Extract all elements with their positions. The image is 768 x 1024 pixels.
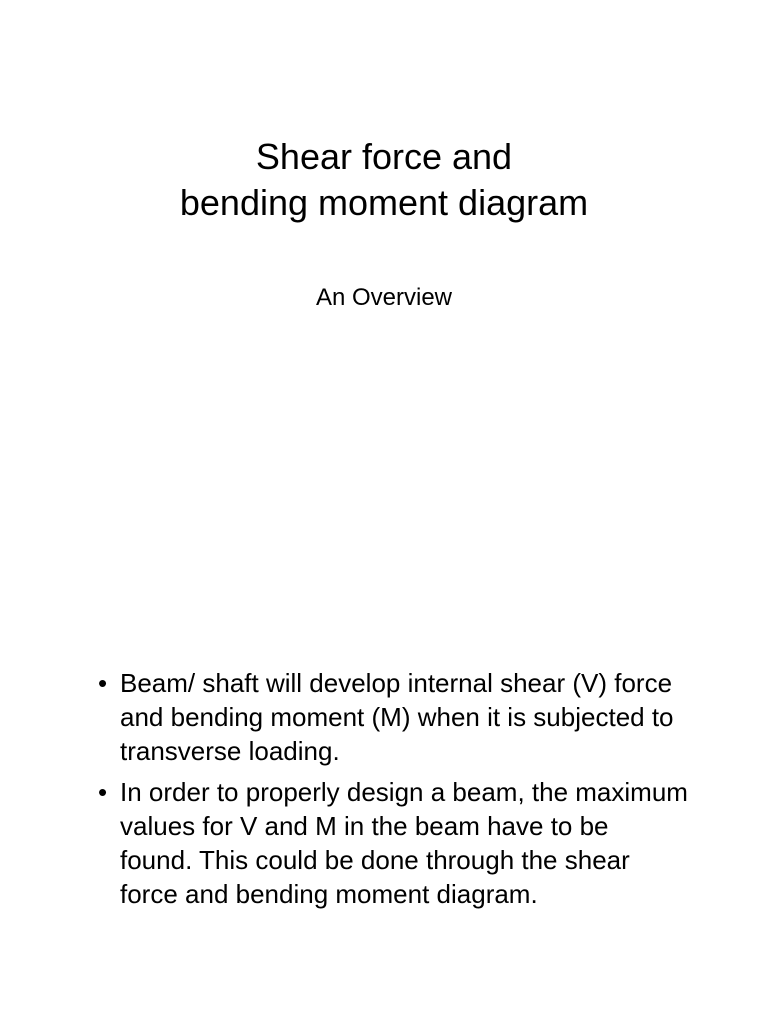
bullet-list	[88, 666, 688, 918]
bullet-item	[88, 666, 688, 768]
bullet-marker: •	[98, 668, 108, 698]
bullet-text: In order to properly design a beam, the maximum values for V and M in the beam have to be found. This could be done through the shear force and bending moment diagram.	[120, 777, 688, 909]
title-line-1: Shear force and	[255, 136, 513, 177]
bullet-marker: •	[98, 777, 108, 807]
title-line-2: bending moment diagram	[179, 182, 589, 223]
slide-subtitle: An Overview	[315, 284, 453, 311]
bullet-text: Beam/ shaft will develop internal shear (V) force and bending moment (M) when it is subjected to transverse loading.	[120, 668, 674, 766]
slide-title	[0, 134, 768, 226]
bullet-item	[88, 775, 688, 911]
